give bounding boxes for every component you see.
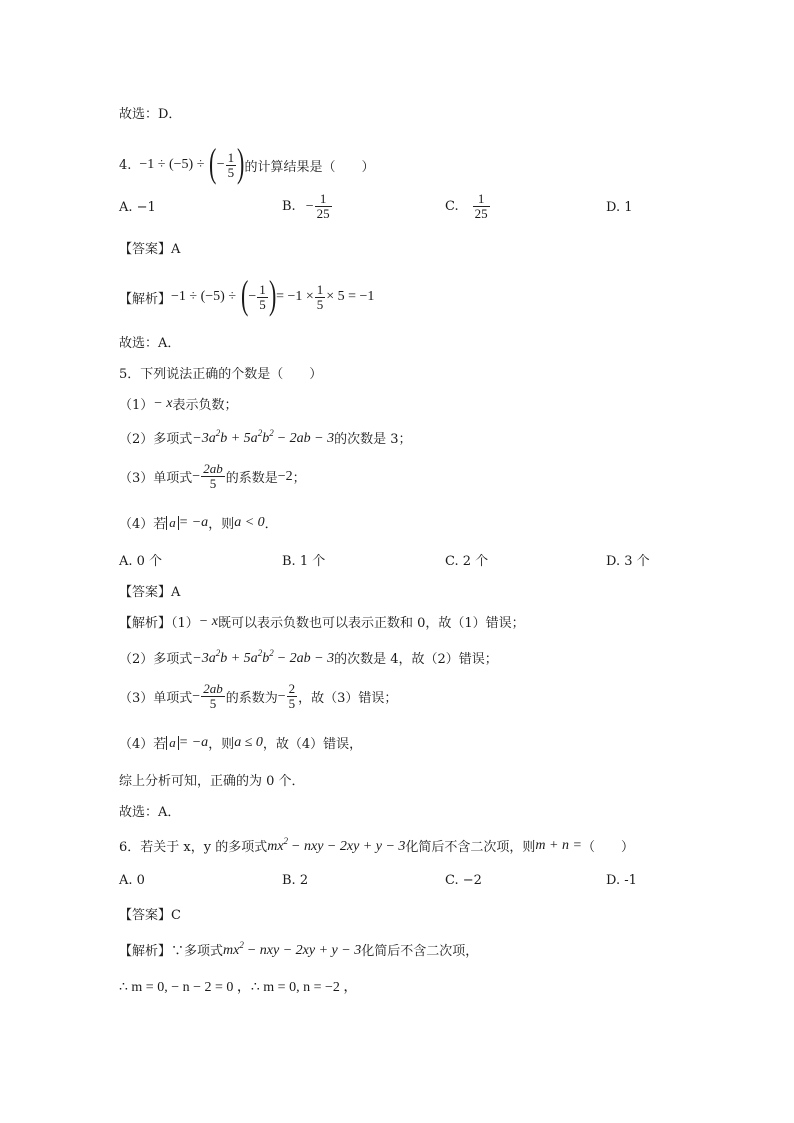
- term: b + 5a: [220, 431, 258, 446]
- math-minus: −: [192, 688, 201, 704]
- exponent: 2: [239, 940, 244, 950]
- math-expr: a ≤ 0: [234, 734, 263, 750]
- math-expr: − x: [153, 395, 173, 411]
- text-line: [119, 103, 181, 122]
- option-c: [445, 873, 482, 888]
- selection-4: [119, 332, 180, 351]
- question-text: 的计算结果是（ ）: [244, 159, 375, 175]
- math-expr: −2: [277, 468, 293, 484]
- explanation-text: ，故（4）错误，: [262, 737, 363, 752]
- math-expr: a < 0: [234, 514, 265, 530]
- math-expr: −1 ÷ (−5) ÷: [171, 289, 236, 304]
- option-label: B.: [282, 199, 296, 214]
- exponent: 2: [257, 648, 263, 658]
- numerator: 2ab: [203, 461, 223, 476]
- math-poly: [223, 940, 361, 959]
- selection-text: 故选：A．: [119, 805, 181, 820]
- denominator: 5: [227, 164, 235, 180]
- option-b: [282, 192, 333, 221]
- explanation-5-2: [119, 648, 498, 667]
- math-poly: [192, 648, 334, 667]
- answer-5: [119, 581, 180, 600]
- explanation-5-summary: [119, 770, 305, 789]
- abs-value: a: [166, 516, 179, 530]
- option-b: [282, 873, 308, 888]
- fraction: [257, 283, 268, 312]
- paren-left: (: [240, 272, 249, 317]
- option-b: [282, 550, 325, 569]
- option-label: C.: [445, 199, 459, 214]
- item-text: 的系数是: [225, 471, 278, 486]
- item-text: ，则: [208, 517, 235, 532]
- summary-text: 综上分析可知，正确的为 0 个．: [119, 774, 305, 789]
- item-text: ．: [264, 517, 278, 532]
- denominator: 25: [316, 206, 330, 221]
- numerator: 2ab: [203, 681, 223, 696]
- option-label: D. 1: [606, 200, 633, 215]
- denominator: 5: [316, 296, 324, 312]
- fraction: [201, 462, 225, 491]
- option-a: [119, 200, 156, 215]
- text: 故选：D．: [119, 107, 182, 122]
- math-expr: m + n =: [535, 837, 582, 853]
- term: − nxy − 2xy + y − 3: [246, 943, 362, 958]
- abs-value: a: [166, 736, 179, 750]
- item-text: （2）多项式: [119, 432, 193, 447]
- option-c: [445, 192, 491, 221]
- numerator: 1: [259, 281, 266, 297]
- option-a: [119, 550, 162, 569]
- term: −3a: [192, 431, 216, 446]
- paren-left: (: [209, 140, 217, 185]
- option-label: A. 0 个: [119, 554, 163, 569]
- explanation-4: [119, 272, 375, 317]
- explanation-text: 化简后不含二次项，: [361, 944, 479, 959]
- answer-text: 【答案】A: [119, 242, 181, 257]
- math-expr: = −a: [178, 734, 209, 750]
- term: − nxy − 2xy + y − 3: [291, 839, 406, 854]
- question-text: 化简后不含二次项，则: [405, 840, 536, 855]
- option-label: C. −2: [445, 873, 482, 888]
- explanation-6-1: [119, 940, 478, 959]
- explanation-5-3: [119, 682, 397, 711]
- term: b + 5a: [220, 651, 258, 666]
- option-label: D. 3 个: [606, 554, 650, 569]
- option-label: B. 1 个: [282, 554, 326, 569]
- math-expr: −1 ÷ (−5) ÷: [139, 157, 205, 172]
- item-text: ；: [292, 471, 306, 486]
- numerator: 2: [288, 681, 296, 696]
- denominator: 5: [209, 696, 217, 711]
- explanation-text: 【解析】∵多项式: [119, 944, 224, 959]
- term: − 2ab − 3: [276, 651, 335, 666]
- option-label: A. −1: [119, 200, 156, 215]
- answer-text: 【答案】A: [119, 585, 181, 600]
- math-minus: −: [248, 289, 257, 304]
- numerator: 1: [316, 281, 324, 297]
- math-expr: × 5 = −1: [326, 289, 375, 304]
- explanation-5-4: [119, 733, 362, 752]
- explanation-text: ∴ m = 0, − n − 2 = 0 ，∴ m = 0, n = −2 ，: [119, 980, 358, 995]
- math-minus: −: [216, 157, 225, 172]
- fraction: [315, 283, 326, 312]
- exponent: 2: [269, 648, 274, 658]
- math-minus: −: [192, 468, 201, 484]
- item-text: （4）若: [119, 517, 167, 532]
- term: b: [262, 431, 270, 446]
- fraction: [473, 192, 490, 221]
- answer-text: 【答案】C: [119, 908, 181, 923]
- question-number: 4.: [119, 157, 132, 173]
- math-minus: −: [277, 688, 286, 704]
- explanation-text: （2）多项式: [119, 652, 193, 667]
- fraction: [226, 151, 237, 180]
- term: mx: [267, 839, 284, 854]
- question-4: [119, 140, 375, 185]
- answer-4: [119, 238, 180, 257]
- item-number: （1）: [119, 398, 154, 413]
- math-minus: −: [305, 198, 314, 214]
- option-label: B. 2: [282, 873, 309, 888]
- fraction: [287, 682, 298, 711]
- explanation-6-2: [119, 976, 357, 996]
- item-text: （3）单项式: [119, 471, 193, 486]
- selection-text: 故选：A．: [119, 336, 181, 351]
- math-expr: − x: [198, 613, 218, 629]
- paren-right: ): [268, 272, 277, 317]
- option-d: [606, 550, 650, 569]
- explanation-label: 【解析】: [119, 291, 172, 307]
- explanation-text: （3）单项式: [119, 691, 193, 706]
- option-c: [445, 550, 488, 569]
- term: b: [262, 651, 270, 666]
- question-text: 5．下列说法正确的个数是（ ）: [119, 367, 323, 382]
- q5-item-1: [119, 394, 237, 413]
- math-expr: = −a: [178, 514, 209, 530]
- q5-item-2: [119, 428, 412, 447]
- math-expr: = −1 ×: [276, 289, 314, 304]
- fraction: [201, 682, 225, 711]
- math-poly: [267, 836, 405, 855]
- item-text: 表示负数；: [172, 398, 238, 413]
- q5-item-3: [119, 462, 306, 491]
- question-5: [119, 363, 322, 382]
- option-label: A. 0: [119, 873, 145, 888]
- explanation-5-1: [119, 612, 525, 631]
- question-6: [119, 836, 634, 855]
- exponent: 2: [283, 836, 289, 846]
- item-text: 的次数是 3；: [334, 432, 412, 447]
- option-d: [606, 200, 633, 215]
- question-text: （ ）: [581, 840, 634, 855]
- math-poly: [192, 428, 334, 447]
- option-label: C. 2 个: [445, 554, 489, 569]
- term: −3a: [192, 651, 216, 666]
- explanation-text: 【解析】（1）: [119, 616, 199, 631]
- term: mx: [223, 943, 240, 958]
- explanation-text: 的次数是 4，故（2）错误；: [334, 652, 498, 667]
- answer-6: [119, 904, 181, 923]
- exponent: 2: [215, 428, 221, 438]
- denominator: 5: [209, 476, 217, 491]
- explanation-text: 的系数为: [225, 691, 278, 706]
- exponent: 2: [215, 648, 221, 658]
- option-d: [606, 873, 637, 888]
- explanation-text: 既可以表示负数也可以表示正数和 0，故（1）错误；: [217, 616, 525, 631]
- numerator: 1: [477, 191, 485, 206]
- term: − 2ab − 3: [276, 431, 335, 446]
- q5-item-4: [119, 513, 278, 532]
- selection-5: [119, 801, 180, 820]
- exponent: 2: [257, 428, 263, 438]
- explanation-text: ，则: [208, 737, 235, 752]
- denominator: 5: [259, 296, 266, 312]
- explanation-text: （4）若: [119, 737, 167, 752]
- option-label: D. -1: [606, 873, 637, 888]
- fraction: [315, 192, 332, 221]
- explanation-text: ，故（3）错误；: [298, 691, 398, 706]
- question-text: 6．若关于 x，y 的多项式: [119, 840, 268, 855]
- denominator: 5: [288, 696, 296, 711]
- numerator: 1: [227, 149, 235, 165]
- paren-right: ): [237, 140, 245, 185]
- option-a: [119, 873, 145, 888]
- exponent: 2: [269, 428, 274, 438]
- numerator: 1: [319, 191, 327, 206]
- denominator: 25: [474, 206, 488, 221]
